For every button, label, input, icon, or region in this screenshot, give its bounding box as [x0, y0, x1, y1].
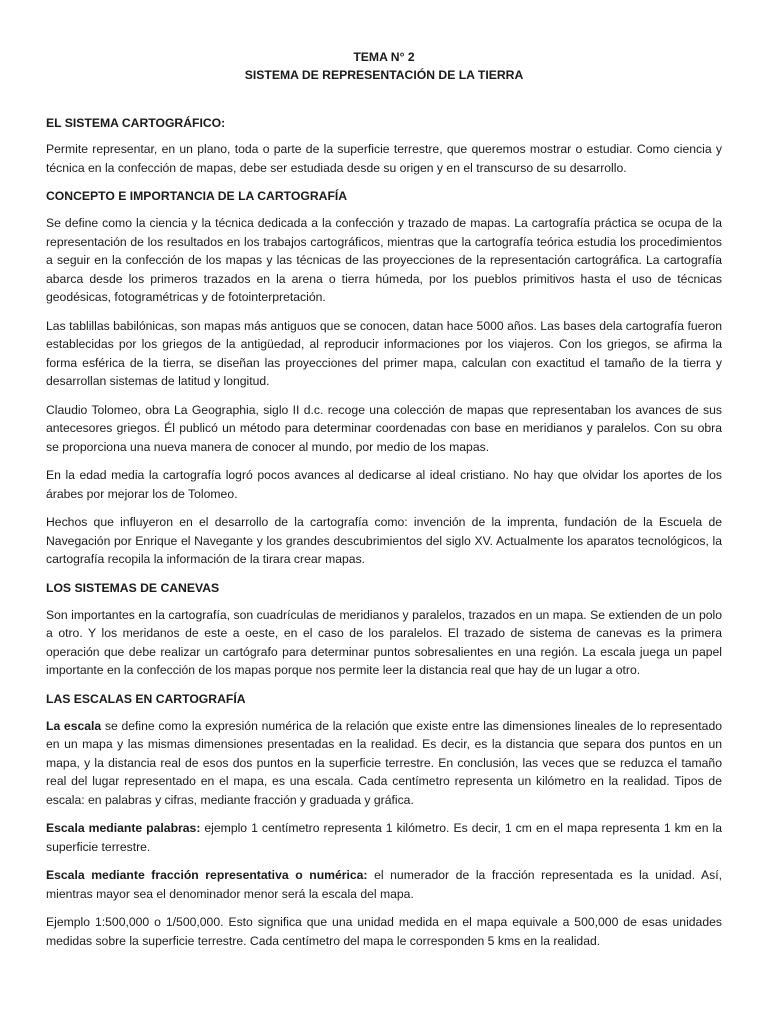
section-escalas-cartografia [46, 690, 722, 951]
paragraph-escala-ejemplo [46, 913, 722, 950]
paragraph-text: el numerador de la fracción representada es la unidad. Así, mientras mayor sea el denominador menor será la escala del mapa. [46, 868, 722, 901]
paragraph-escala-palabras [46, 819, 722, 856]
paragraph-lead: La escala [46, 718, 102, 733]
paragraph-escala-fraccion [46, 866, 722, 903]
paragraph: Claudio Tolomeo, obra La Geographia, siglo II d.c. recoge una colección de mapas que representaban los avances de sus antecesores griegos. Él publicó un método para determinar coordenadas con base en meridianos y paralelos. Con su obra se proporciona una nueva manera de conocer al mundo, por medio de los mapas. [46, 402, 722, 454]
section-heading: CONCEPTO E IMPORTANCIA DE LA CARTOGRAFÍA [46, 189, 348, 203]
section-heading: EL SISTEMA CARTOGRÁFICO: [46, 116, 226, 130]
section-heading: LAS ESCALAS EN CARTOGRAFÍA [46, 691, 246, 706]
paragraph-lead: Escala mediante palabras: [46, 821, 201, 835]
paragraph: En la edad media la cartografía logró pocos avances al dedicarse al ideal cristiano. No hay que olvidar los aportes de los árabes por mejorar los de Tolomeo. [46, 468, 722, 501]
paragraph-text: se define como la expresión numérica de la relación que existe entre las dimensiones lineales de lo representado en un mapa y las mismas dimensiones presentadas en la realidad. Es decir, es la distancia que separa dos puntos en un mapa, y la distancia real de esos dos puntos en la superficie terrestre. En conclusión, las veces que se reduzca el tamaño real del lugar representado en el mapa, es una escala. Cada centímetro representa un kilómetro en la realidad. Tipos de escala: en palabras y cifras, mediante fracción y graduada y gráfica. [46, 718, 722, 807]
paragraph-text: Ejemplo 1:500,000 o 1/500,000. Esto significa que una unidad medida en el mapa equivale a 500,000 de esas unidades medidas sobre la superficie terrestre. Cada centímetro del mapa le corresponden 5 kms en la realidad. [46, 915, 722, 948]
section-heading: LOS SISTEMAS DE CANEVAS [46, 580, 220, 595]
title-topic-name: SISTEMA DE REPRESENTACIÓN DE LA TIERRA [244, 68, 524, 82]
paragraph: Permite representar, en un plano, toda o parte de la superficie terrestre, que queremos mostrar o estudiar. Como ciencia y técnica en la confección de mapas, debe ser estudiada desde su origen y en el transcurso de su desarrollo. [46, 142, 722, 175]
section-sistemas-canevas [46, 579, 722, 680]
paragraph-escala-definicion [46, 717, 722, 810]
section-concepto-cartografia [46, 187, 722, 569]
paragraph-text: ejemplo 1 centímetro representa 1 kilómetro. Es decir, 1 cm en el mapa representa 1 km en la superficie terrestre. [46, 821, 722, 854]
section-sistema-cartografico [46, 114, 722, 177]
paragraph: Son importantes en la cartografía, son cuadrículas de meridianos y paralelos, trazados en un mapa. Se extienden de un polo a otro. Y los meridanos de este a oeste, en el caso de los paralelos. El trazado de sistema de canevas es la primera operación que debe realizar un cartógrafo para determinar puntos sobresalientes en una región. La escala juega un papel importante en la confección de los mapas porque nos permite leer la distancia real que hay de un lugar a otro. [46, 607, 722, 677]
document-title [46, 48, 722, 84]
title-topic-number: TEMA N° 2 [353, 50, 415, 64]
paragraph: Hechos que influyeron en el desarrollo de la cartografía como: invención de la imprenta, fundación de la Escuela de Navegación por Enrique el Navegante y los grandes descubrimientos del siglo XV. Actualmente los aparatos tecnológicos, la cartografía recopila la información de la tirara crear mapas. [46, 515, 722, 566]
paragraph-lead: Escala mediante fracción representativa o numérica: [46, 868, 368, 882]
paragraph: Se define como la ciencia y la técnica dedicada a la confección y trazado de mapas. La cartografía práctica se ocupa de la representación de los resultados en los trabajos cartográficos, mientras que la cartografía teórica estudia los procedimientos a seguir en la confección de los mapas y las técnicas de las proyecciones de la representación cartográfica. La cartografía abarca desde los primeros trazados en la arena o tierra húmeda, por los pueblos primitivos hasta el uso de técnicas geodésicas, fotogramétricas y de fotointerpretación. [46, 216, 722, 304]
paragraph: Las tablillas babilónicas, son mapas más antiguos que se conocen, datan hace 5000 años. Las bases dela cartografía fueron establecidas por los griegos de la antigüedad, al reproducir informaciones por los viajeros. Con los griegos, se afirma la forma esférica de la tierra, se diseñan las proyecciones del primer mapa, calculan con exactitud el tamaño de la tierra y desarrollan sistemas de latitud y longitud. [46, 318, 722, 388]
